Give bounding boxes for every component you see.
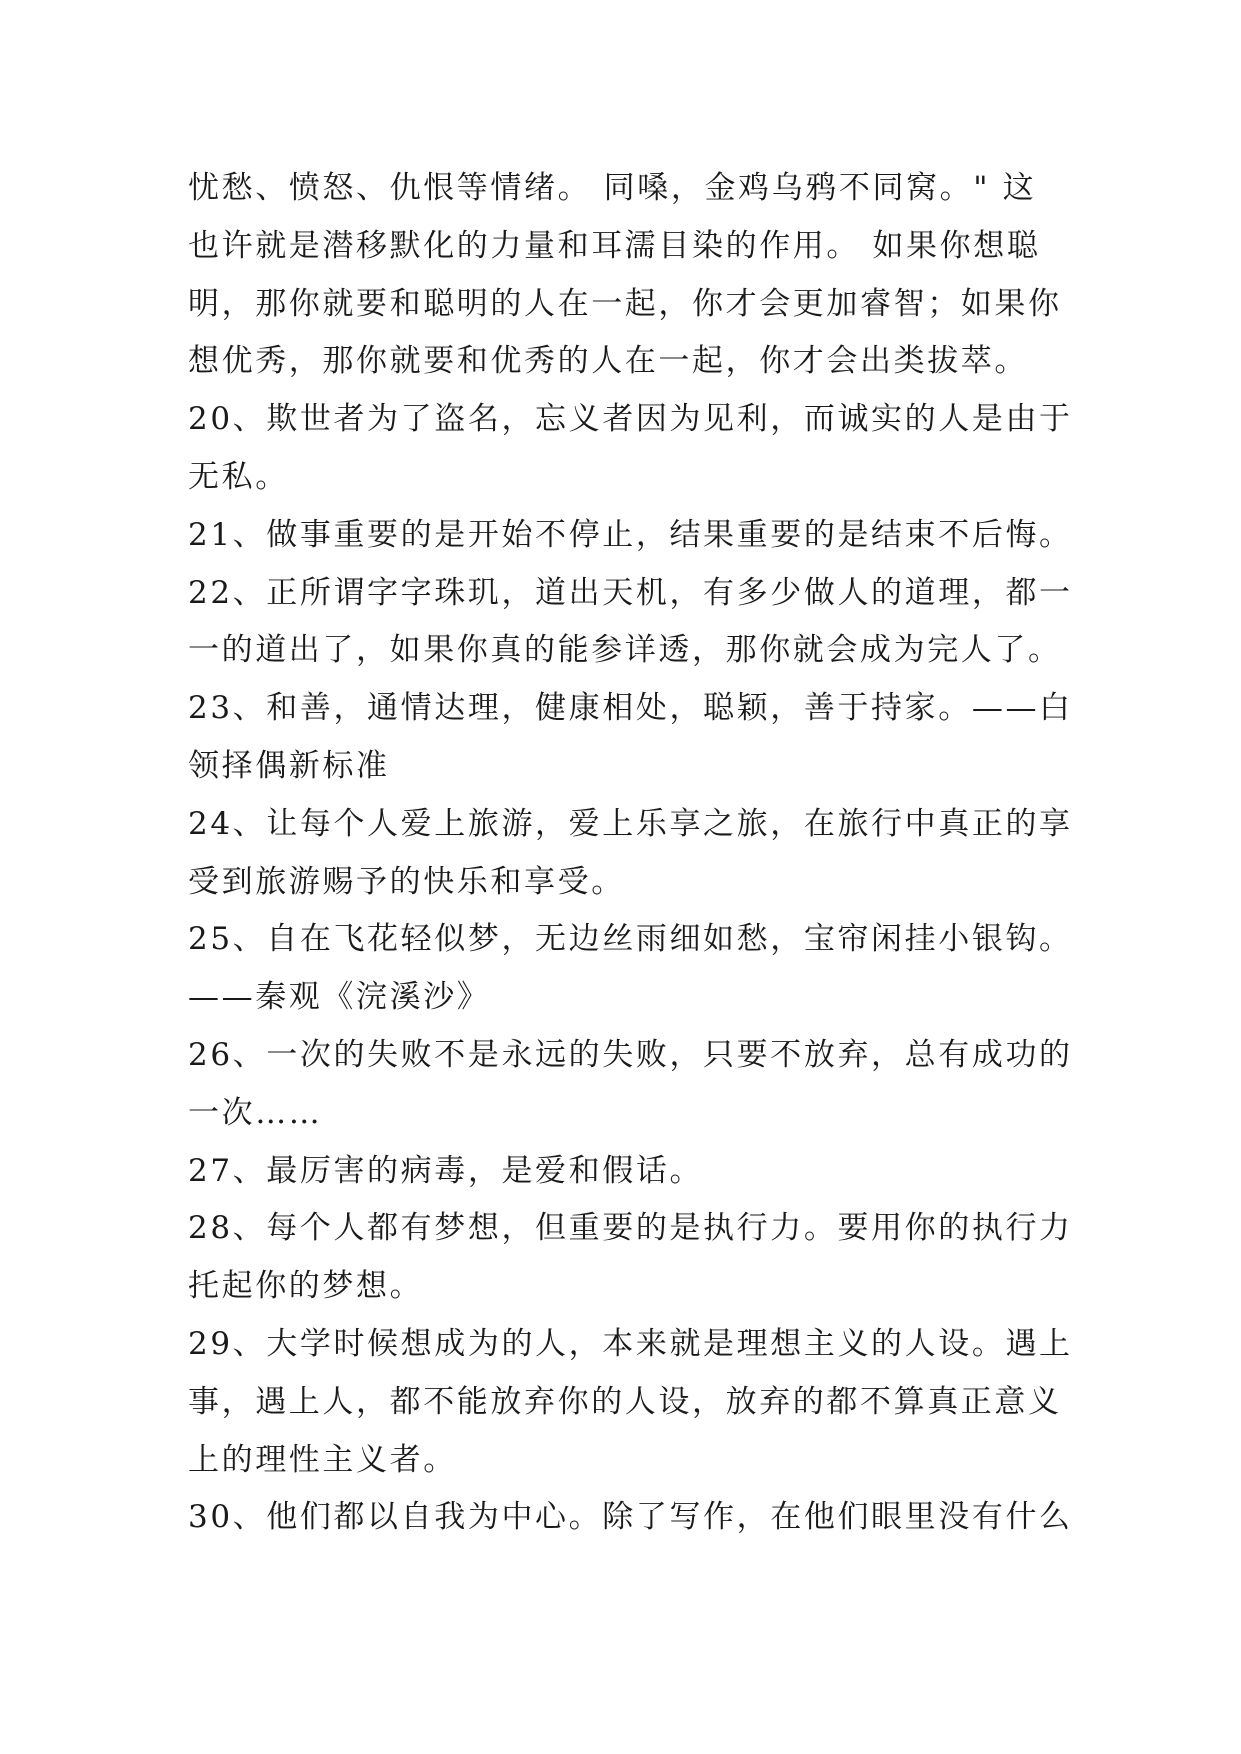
text-line: 受到旅游赐予的快乐和享受。 [188,863,625,900]
text-line: 26、一次的失败不是永远的失败，只要不放弃，总有成功的 [188,1036,1073,1073]
text-line: 无私。 [188,458,289,495]
text-line: 明，那你就要和聪明的人在一起，你才会更加睿智；如果你 [188,285,1062,322]
text-line: 领择偶新标准 [188,747,390,784]
text-line: ——秦观《浣溪沙》 [188,979,491,1016]
text-line: 23、和善，通情达理，健康相处，聪颖，善于持家。——白 [188,690,1073,727]
text-line: 忧愁、愤怒、仇恨等情绪。 同嗓，金鸡乌鸦不同窝。" 这 [188,170,1037,206]
text-line: 托起你的梦想。 [188,1268,424,1305]
text-line: 一次…… [188,1094,323,1131]
text-line: 29、大学时候想成为的人，本来就是理想主义的人设。遇上 [188,1325,1073,1362]
text-line: 上的理性主义者。 [188,1441,457,1478]
text-line: 25、自在飞花轻似梦，无边丝雨细如愁，宝帘闲挂小银钩。 [188,921,1073,958]
text-line: 24、让每个人爱上旅游，爱上乐享之旅，在旅行中真正的享 [188,805,1073,842]
text-line: 28、每个人都有梦想，但重要的是执行力。要用你的执行力 [188,1210,1073,1247]
text-line: 30、他们都以自我为中心。除了写作，在他们眼里没有什么 [188,1499,1073,1536]
text-line: 20、欺世者为了盗名，忘义者因为见利，而诚实的人是由于 [188,401,1073,438]
text-line: 想优秀，那你就要和优秀的人在一起，你才会出类拔萃。 [188,343,1028,380]
text-line: 22、正所谓字字珠玑，道出天机，有多少做人的道理，都一 [188,574,1073,611]
text-line: 一的道出了，如果你真的能参详透，那你就会成为完人了。 [188,632,1062,669]
body-text [188,160,1073,1547]
text-line: 21、做事重要的是开始不停止，结果重要的是结束不后悔。 [188,516,1073,553]
text-line: 也许就是潜移默化的力量和耳濡目染的作用。 如果你想聪 [188,227,1041,264]
text-line: 27、最厉害的病毒，是爱和假话。 [188,1152,704,1189]
text-line: 事，遇上人，都不能放弃你的人设，放弃的都不算真正意义 [188,1383,1062,1420]
